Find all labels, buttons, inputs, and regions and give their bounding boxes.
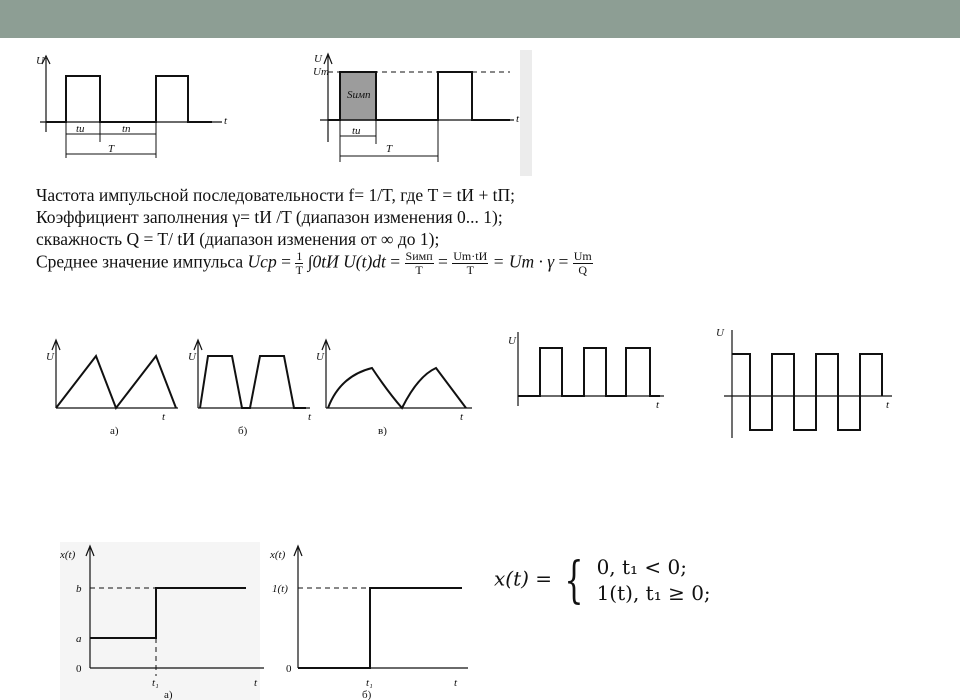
product-term: = Um · γ xyxy=(492,251,555,272)
fraction-3: $\frac{Um\cdot tИ}{T}$ xyxy=(453,249,488,277)
svg-text:a: a xyxy=(76,633,82,645)
brace-icon: { xyxy=(564,551,584,609)
fraction-4: $\frac{Um}{Q}$ xyxy=(573,249,592,277)
svg-text:t: t xyxy=(460,411,464,423)
svg-text:t: t xyxy=(656,399,660,411)
pulse-diagram-1 xyxy=(36,52,246,170)
svg-text:t₁: t₁ xyxy=(152,677,159,689)
d2-area-label: Sимп xyxy=(347,89,371,101)
fraction-1: $\frac{1}{T}$ xyxy=(295,249,303,277)
svg-text:t: t xyxy=(454,677,458,689)
svg-text:U: U xyxy=(508,335,516,347)
avg-symbol: Uср xyxy=(247,251,277,272)
d1-t-pulse: tи xyxy=(76,123,85,135)
formula-duty-cycle: скважность Q = T/ tИ (диапазон изменения от ∞ до 1); xyxy=(36,229,440,249)
step-plot-a xyxy=(60,542,270,700)
svg-text:t: t xyxy=(308,411,312,423)
formula-average: Среднее значение импульса Uср = $\frac{1}{T}$ ∫0tИ U(t)dt = $\frac{\text{Sимп}}{T}$ = $\frac{Um\cdot tИ}{T}$ = Um · γ = $\frac{Um}{Q}$ xyxy=(36,249,592,277)
svg-text:t₁: t₁ xyxy=(366,677,373,689)
waveform-square-unipolar xyxy=(504,328,672,414)
step-plot-b xyxy=(262,542,472,700)
waveform-triangle xyxy=(44,336,184,436)
svg-text:U: U xyxy=(46,351,54,363)
d1-x-label: t xyxy=(224,115,228,127)
svg-text:1(t): 1(t) xyxy=(272,583,288,595)
svg-text:x(t): x(t) xyxy=(60,549,76,561)
caption-step-a: а) xyxy=(164,689,173,700)
svg-text:U: U xyxy=(188,351,196,363)
d2-t-pulse: tи xyxy=(352,125,361,137)
scan-edge xyxy=(520,50,532,176)
d1-t-pause: tп xyxy=(122,123,131,135)
svg-text:t: t xyxy=(886,399,890,411)
d2-y-label: U xyxy=(314,53,322,65)
caption-c: в) xyxy=(378,425,387,436)
integral: ∫0tИ U(t)dt xyxy=(307,251,386,272)
piecewise-formula xyxy=(494,551,711,609)
d1-period: T xyxy=(108,143,115,155)
d2-amp-label: Um xyxy=(313,66,329,78)
formula-duty-factor: Коэффициент заполнения γ= tИ /T (диапазон изменения 0... 1); xyxy=(36,207,503,227)
waveform-exponential xyxy=(314,336,478,436)
svg-text:t: t xyxy=(254,677,258,689)
svg-text:U: U xyxy=(316,351,324,363)
fraction-2: $\frac{\text{Sимп}}{T}$ xyxy=(405,249,433,277)
svg-text:t: t xyxy=(162,411,166,423)
piecewise-row-2: 1(t), t₁ ≥ 0; xyxy=(596,581,711,605)
svg-text:b: b xyxy=(76,583,82,595)
pulse-diagram-2 xyxy=(310,50,532,176)
formula-block xyxy=(36,184,593,277)
waveform-trapezoid xyxy=(186,336,316,436)
piecewise-lhs: x(t) = xyxy=(494,566,553,591)
d2-x-label: t xyxy=(516,113,520,125)
svg-text:0: 0 xyxy=(76,663,82,675)
svg-text:U: U xyxy=(716,327,724,339)
piecewise-row-1: 0, t₁ < 0; xyxy=(596,555,688,579)
svg-text:x(t): x(t) xyxy=(270,549,286,561)
caption-b: б) xyxy=(238,425,248,436)
d1-y-label: U xyxy=(36,55,44,67)
caption-a: а) xyxy=(110,425,119,436)
waveform-square-bipolar xyxy=(712,322,898,440)
svg-text:0: 0 xyxy=(286,663,292,675)
formula-frequency: Частота импульсной последовательности f= 1/T, где T = tИ + tП; xyxy=(36,185,516,205)
caption-step-b: б) xyxy=(362,689,372,700)
d2-period: T xyxy=(386,143,393,155)
header-bar xyxy=(0,0,960,38)
